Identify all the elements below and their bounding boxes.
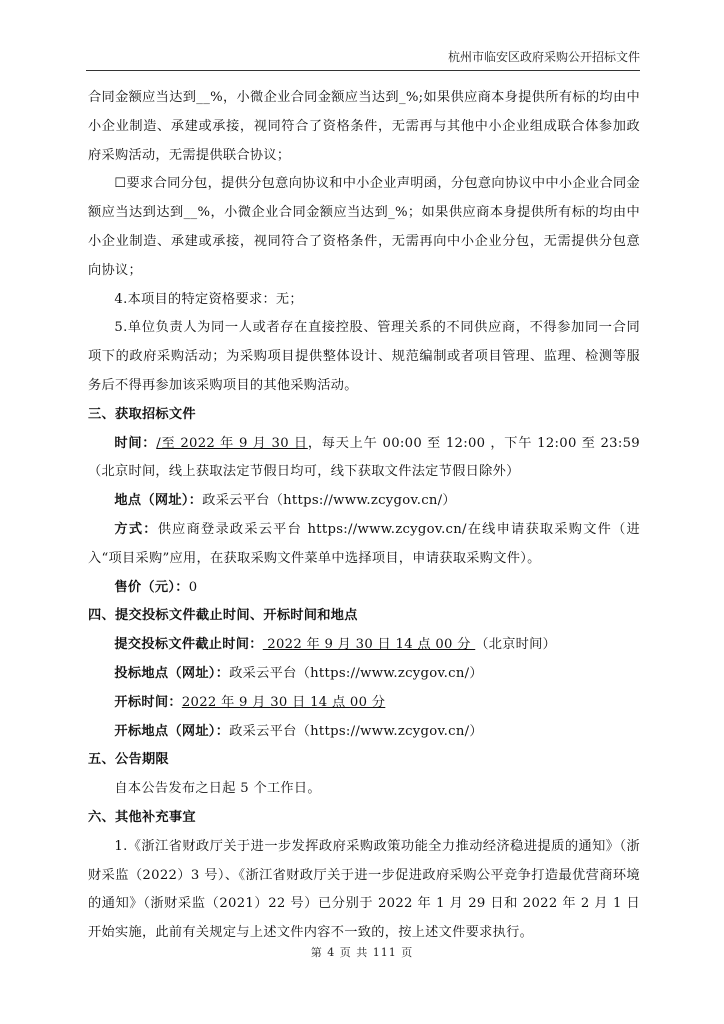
section-heading-deadline: 四、提交投标文件截止时间、开标时间和地点 xyxy=(88,608,358,624)
paragraph-contract-amount: 合同金额应当达到__%，小微企业合同金额应当达到_%;如果供应商本身提供所有标的均由中小企业制造、承建或承接，视同符合了资格条件，无需再与其他中小企业组成联合体参加政府采购活动，无需提供联合协议； xyxy=(88,90,640,163)
submission-deadline-value: 2022 年 9 月 30 日 14 点 00 分 xyxy=(262,637,476,653)
header-rule xyxy=(86,70,640,71)
opening-location xyxy=(88,718,640,747)
obtain-method-value: 供应商登录政采云平台 https://www.zcygov.cn/在线申请获取采购文件（进入“项目采购”应用，在获取采购文件菜单中选择项目，申请获取采购文件）。 xyxy=(88,521,640,566)
obtain-time-detail: ，每天上午 00:00 至 12:00 ，下午 12:00 至 23:59（北京时间，线上获取法定节假日均可，线下获取文件法定节假日除外） xyxy=(88,435,640,480)
obtain-price xyxy=(88,574,640,603)
section-heading-obtain-documents: 三、获取招标文件 xyxy=(88,406,196,422)
opening-location-value: 政采云平台（https://www.zcygov.cn/） xyxy=(229,723,483,739)
obtain-price-label: 售价（元）： xyxy=(114,579,189,595)
opening-time-value: 2022 年 9 月 30 日 14 点 00 分 xyxy=(181,694,386,710)
obtain-time xyxy=(88,430,640,488)
section-heading-notice-period: 五、公告期限 xyxy=(88,752,169,768)
obtain-time-range: /至 2022 年 9 月 30 日 xyxy=(156,435,308,451)
obtain-method xyxy=(88,516,640,574)
notice-period-text: 自本公告发布之日起 5 个工作日。 xyxy=(114,781,321,797)
page-number: 第 4 页 共 111 页 xyxy=(310,946,414,959)
obtain-time-label: 时间： xyxy=(114,435,157,451)
opening-time xyxy=(88,689,640,718)
opening-location-label: 开标地点（网址）： xyxy=(114,723,230,739)
document-header: 杭州市临安区政府采购公开招标文件 xyxy=(447,50,640,64)
obtain-location xyxy=(88,487,640,516)
submission-deadline-label: 提交投标文件截止时间： xyxy=(114,637,263,653)
opening-time-label: 开标时间： xyxy=(114,694,182,710)
paragraph-specific-qualification: 4.本项目的特定资格要求：无； xyxy=(114,291,303,307)
submission-location xyxy=(88,660,640,689)
submission-location-label: 投标地点（网址）： xyxy=(114,665,230,681)
submission-deadline-note: （北京时间） xyxy=(475,637,557,653)
supplementary-text: 1.《浙江省财政厅关于进一步发挥政府采购政策功能全力推动经济稳进提质的通知》（浙财采监（2022）3 号）、《浙江省财政厅关于进一步促进政府采购公平竞争打造最优营商环境的通知》（浙财采监（2021）22 号）已分别于 2022 年 1 月 29 日和 2022 年 2 月 1 日开始实施，此前有关规定与上述文件内容不一致的，按上述文件要求执行。 xyxy=(88,838,640,941)
paragraph-subcontract: ☐要求合同分包，提供分包意向协议和中小企业声明函，分包意向协议中中小企业合同金额应当达到达到__%，小微企业合同金额应当达到_%；如果供应商本身提供所有标的均由中小企业制造、承建或承接，视同符合了资格条件，无需再向中小企业分包，无需提供分包意向协议； xyxy=(88,176,640,278)
obtain-method-label: 方式： xyxy=(114,521,158,537)
section-heading-supplementary: 六、其他补充事宜 xyxy=(88,809,196,825)
obtain-location-label: 地点（网址）： xyxy=(114,493,203,509)
obtain-location-value: 政采云平台（https://www.zcygov.cn/） xyxy=(202,493,456,509)
paragraph-related-suppliers: 5.单位负责人为同一人或者存在直接控股、管理关系的不同供应商，不得参加同一合同项下的政府采购活动；为采购项目提供整体设计、规范编制或者项目管理、监理、检测等服务后不得再参加该采购项目的其他采购活动。 xyxy=(88,320,640,393)
submission-location-value: 政采云平台（https://www.zcygov.cn/） xyxy=(229,665,483,681)
submission-deadline xyxy=(88,631,640,660)
document-body xyxy=(88,84,640,948)
obtain-price-value: 0 xyxy=(188,579,198,595)
